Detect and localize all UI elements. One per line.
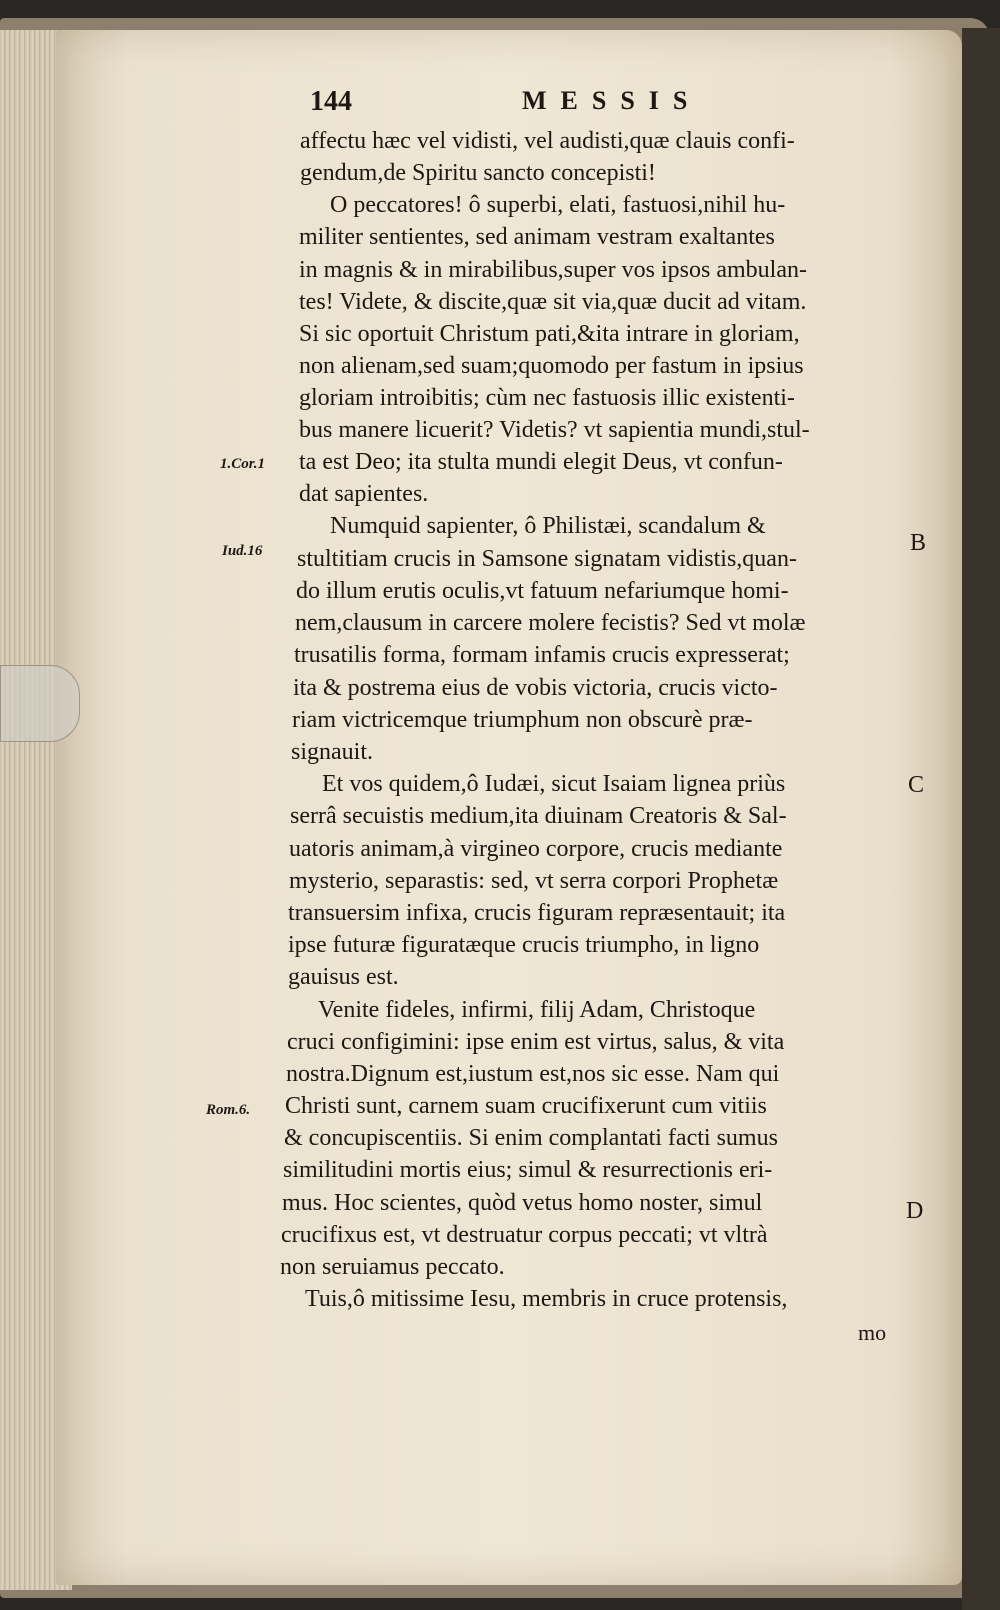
text-line: mus. Hoc scientes, quòd vetus homo noster, simul	[282, 1190, 763, 1216]
margin-note: 1.Cor.1	[220, 456, 266, 472]
text-line: Numquid sapienter, ô Philistæi, scandalum &	[330, 513, 766, 539]
text-line: militer sentientes, sed animam vestram exaltantes	[299, 224, 775, 250]
text-line: gendum,de Spiritu sancto concepisti!	[300, 160, 656, 186]
text-line: Et vos quidem,ô Iudæi, sicut Isaiam lignea priùs	[322, 771, 786, 797]
text-line: cruci configimini: ipse enim est virtus, salus, & vita	[287, 1029, 785, 1055]
thumb-tab	[0, 665, 80, 742]
margin-note: Rom.6.	[206, 1102, 251, 1118]
text-line: non seruiamus peccato.	[280, 1254, 505, 1280]
text-line: affectu hæc vel vidisti, vel audisti,quæ clauis confi-	[300, 128, 795, 154]
text-line: in magnis & in mirabilibus,super vos ipsos ambulan-	[299, 257, 807, 283]
text-line: bus manere licuerit? Videtis? vt sapientia mundi,stul-	[299, 417, 810, 443]
text-line: uatoris animam,à virgineo corpore, crucis mediante	[289, 836, 783, 862]
text-line: nem,clausum in carcere molere fecistis? Sed vt molæ	[295, 610, 806, 636]
text-line: crucifixus est, vt destruatur corpus peccati; vt vltrà	[281, 1222, 768, 1248]
text-line: ita & postrema eius de vobis victoria, crucis victo-	[293, 675, 778, 701]
text-line: mysterio, separastis: sed, vt serra corpori Prophetæ	[289, 868, 779, 894]
text-line: Tuis,ô mitissime Iesu, membris in cruce protensis,	[305, 1286, 788, 1312]
text-line: transuersim infixa, crucis figuram repræsentauit; ita	[288, 900, 786, 926]
running-head	[310, 86, 910, 126]
text-line: gauisus est.	[288, 964, 399, 990]
section-letter: D	[906, 1198, 924, 1224]
text-line: tes! Videte, & discite,quæ sit via,quæ ducit ad vitam.	[299, 289, 807, 315]
text-line: gloriam introibitis; cùm nec fastuosis illic existenti-	[299, 385, 795, 411]
margin-note: Iud.16	[222, 543, 263, 559]
text-line: serrâ secuistis medium,ita diuinam Creatoris & Sal-	[290, 803, 787, 829]
section-letter: B	[910, 530, 927, 556]
text-line: ta est Deo; ita stulta mundi elegit Deus, vt confun-	[299, 449, 783, 475]
text-line: riam victricemque triumphum non obscurè præ-	[292, 707, 753, 733]
text-line: O peccatores! ô superbi, elati, fastuosi,nihil hu-	[330, 192, 786, 218]
catchword: mo	[858, 1320, 887, 1345]
text-line: nostra.Dignum est,iustum est,nos sic esse. Nam qui	[286, 1061, 780, 1087]
section-letter: C	[908, 772, 925, 798]
text-line: signauit.	[291, 739, 373, 765]
text-line: trusatilis forma, formam infamis crucis expresserat;	[294, 642, 790, 668]
text-line: ipse futuræ figuratæque crucis triumpho, in ligno	[288, 932, 760, 958]
text-line: & concupiscentiis. Si enim complantati facti sumus	[284, 1125, 778, 1151]
running-title: MESSIS	[522, 86, 702, 115]
page-number: 144	[310, 86, 352, 117]
text-line: do illum erutis oculis,vt fatuum nefariumque homi-	[296, 578, 789, 604]
text-line: stultitiam crucis in Samsone signatam vidistis,quan-	[297, 546, 797, 572]
text-line: similitudini mortis eius; simul & resurrectionis eri-	[283, 1157, 773, 1183]
text-line: Christi sunt, carnem suam crucifixerunt cum vitiis	[285, 1093, 767, 1119]
text-line: non alienam,sed suam;quomodo per fastum in ipsius	[299, 353, 804, 379]
text-line: dat sapientes.	[299, 481, 429, 507]
text-line: Si sic oportuit Christum pati,&ita intrare in gloriam,	[299, 321, 800, 347]
binding-shadow	[962, 28, 1000, 1610]
text-line: Venite fideles, infirmi, filij Adam, Christoque	[318, 997, 756, 1023]
